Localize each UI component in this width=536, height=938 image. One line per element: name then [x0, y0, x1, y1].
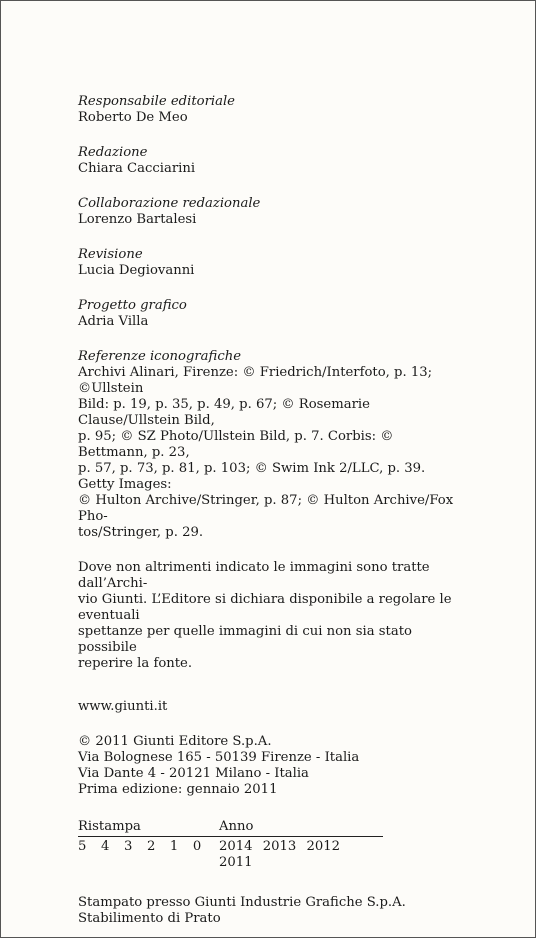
- credit-role: Redazione: [78, 145, 148, 160]
- print-run-header: [78, 819, 383, 837]
- credit-editorial-manager: [78, 94, 463, 126]
- credit-graphic-design: [78, 298, 463, 330]
- print-run-values: [78, 837, 383, 871]
- printer-line: Stabilimento di Prato: [78, 911, 221, 926]
- publisher-line: © 2011 Giunti Editore S.p.A.: [78, 734, 272, 749]
- credit-name: Lorenzo Bartalesi: [78, 212, 197, 227]
- notice-line: Dove non altrimenti indicato le immagini sono tratte dall’Archi-: [78, 560, 430, 591]
- references-line: © Hulton Archive/Stringer, p. 87; © Hulton Archive/Fox Pho-: [78, 493, 454, 524]
- notice-line: vio Giunti. L’Editore si dichiara disponibile a regolare le eventuali: [78, 592, 452, 623]
- anno-label: Anno: [219, 819, 254, 834]
- website-link[interactable]: www.giunti.it: [78, 699, 168, 714]
- credit-role: Revisione: [78, 247, 143, 262]
- notice-line: spettanze per quelle immagini di cui non sia stato possibile: [78, 624, 412, 655]
- printer-line: Stampato presso Giunti Industrie Grafiche S.p.A.: [78, 895, 406, 910]
- publisher-line: Via Bolognese 165 - 50139 Firenze - Italia: [78, 750, 360, 765]
- image-references: [78, 349, 463, 541]
- colophon-content: [78, 94, 463, 927]
- printer-info: [78, 895, 463, 927]
- credit-name: Chiara Cacciarini: [78, 161, 196, 176]
- references-line: p. 95; © SZ Photo/Ullstein Bild, p. 7. Corbis: © Bettmann, p. 23,: [78, 429, 394, 460]
- publisher-line: Via Dante 4 - 20121 Milano - Italia: [78, 766, 309, 781]
- credit-role: Responsabile editoriale: [78, 94, 235, 109]
- references-line: tos/Stringer, p. 29.: [78, 525, 204, 540]
- credit-role: Collaborazione redazionale: [78, 196, 261, 211]
- print-run-table: [78, 819, 383, 871]
- notice-line: reperire la fonte.: [78, 656, 193, 671]
- publisher-info: [78, 734, 463, 798]
- credit-editorial-collaboration: [78, 196, 463, 228]
- credit-role: Progetto grafico: [78, 298, 187, 313]
- rights-notice: [78, 560, 463, 672]
- publisher-line: Prima edizione: gennaio 2011: [78, 782, 278, 797]
- ristampa-values: 5 4 3 2 1 0: [78, 839, 207, 854]
- ristampa-label: Ristampa: [78, 819, 141, 834]
- credit-name: Roberto De Meo: [78, 110, 188, 125]
- website-block: [78, 699, 463, 715]
- credit-editing: [78, 145, 463, 177]
- credit-name: Lucia Degiovanni: [78, 263, 195, 278]
- references-line: Bild: p. 19, p. 35, p. 49, p. 67; © Rosemarie Clause/Ullstein Bild,: [78, 397, 370, 428]
- anno-values: 2014 2013 2012 2011: [219, 839, 341, 870]
- references-label: Referenze iconografiche: [78, 349, 242, 364]
- references-line: p. 57, p. 73, p. 81, p. 103; © Swim Ink 2/LLC, p. 39. Getty Images:: [78, 461, 426, 492]
- credit-name: Adria Villa: [78, 314, 149, 329]
- credit-revision: [78, 247, 463, 279]
- references-line: Archivi Alinari, Firenze: © Friedrich/Interfoto, p. 13; ©Ullstein: [78, 365, 433, 396]
